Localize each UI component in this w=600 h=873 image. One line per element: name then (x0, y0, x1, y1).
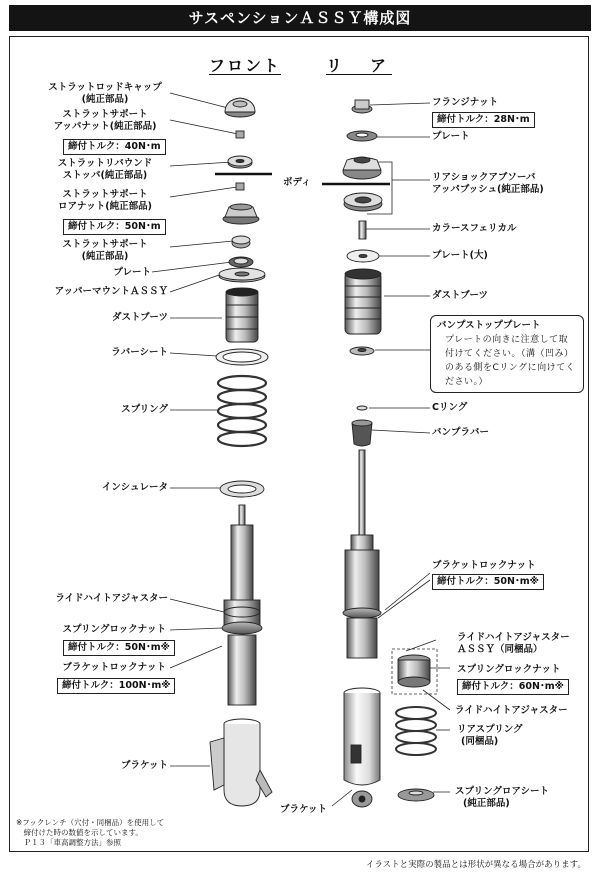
label-ride-height-adjuster-front: ライドハイトアジャスター (55, 593, 168, 604)
label-rubber-sheet: ラバーシート (111, 347, 168, 358)
rear-heading: リ ア (326, 56, 393, 75)
bump-stop-plate-note (430, 315, 584, 393)
label-upper-mount: アッパーマウントＡＳＳＹ (54, 286, 168, 297)
label-bracket-front: ブラケット (120, 760, 168, 771)
label-plate-front: プレート (113, 267, 151, 278)
bump-stop-plate-body: プレートの向きに注意して取付けてください。（溝（凹み）のある側をCリングに向けてください。） (445, 335, 576, 387)
label-insulator: インシュレータ (101, 482, 168, 493)
label-c-ring: Cリング (432, 402, 468, 413)
bump-stop-plate-title: バンプストッププレート (437, 320, 541, 331)
label-rear-spring: リアスプリング (同梱品) (457, 724, 523, 747)
footnote: ※フックレンチ（穴付・同梱品）を使用して 締付けた時の数値を示しています。 Ｐ１３「車高調整方法」参照 (16, 818, 165, 847)
label-ride-height-adjuster-rear: ライドハイトアジャスター (455, 705, 568, 716)
torque-front-bracket-lock: 締付トルク：100N･m※ (57, 678, 175, 694)
label-dust-boot-rear: ダストブーツ (432, 290, 489, 301)
label-dust-boot-front: ダストブーツ (111, 312, 168, 323)
page-title: サスペンションＡＳＳＹ構成図 (9, 5, 591, 31)
label-bracket-lock-nut-rear: ブラケットロックナット (432, 560, 536, 571)
torque-front-lower-nut: 締付トルク：50N･m (63, 219, 166, 235)
torque-front-spring-lock: 締付トルク：50N･m※ (63, 640, 175, 656)
disclaimer: イラストと実際の製品とは形状が異なる場合があります。 (365, 860, 586, 870)
label-flange-nut: フランジナット (432, 97, 499, 108)
label-collar-spherical: カラースフェリカル (432, 223, 517, 234)
label-plate-large: プレート(大) (432, 250, 488, 261)
front-parts (210, 98, 272, 806)
label-spring-lock-nut-front: スプリングロックナット (62, 624, 166, 635)
label-spring-lock-nut-rear: スプリングロックナット (457, 664, 561, 675)
torque-rear-bracket-lock: 締付トルク：50N･m※ (432, 574, 544, 590)
label-bracket-lock-nut-front: ブラケットロックナット (62, 662, 166, 673)
label-lower-nut: ストラットサポート ロアナット(純正部品) (58, 189, 152, 212)
label-bracket-rear: ブラケット (280, 804, 328, 815)
label-strut-support: ストラットサポート (純正部品) (62, 239, 148, 262)
label-strut-rod-cap: ストラットロッドキャップ (純正部品) (48, 82, 162, 105)
torque-rear-flange-nut: 締付トルク：28N･m (432, 112, 535, 128)
label-rha-assy: ライドハイトアジャスター ＡＳＳＹ（同梱品） (457, 632, 570, 655)
label-spring: スプリング (121, 404, 168, 415)
torque-front-upper-nut: 締付トルク：40N･m (63, 139, 166, 155)
torque-rear-spring-lock: 締付トルク：60N･m※ (457, 679, 569, 695)
label-spring-lower-seat: スプリングロアシート (純正部品) (455, 786, 550, 809)
label-bump-rubber: バンプラバー (432, 427, 490, 438)
label-upper-bush: リアショックアブソーバ アッパブッシュ(純正部品) (432, 172, 544, 195)
rear-parts (343, 100, 436, 807)
label-body: ボディ (283, 177, 311, 188)
label-upper-nut: ストラットサポート アッパナット(純正部品) (53, 109, 157, 132)
label-plate-rear: プレート (432, 131, 470, 142)
label-rebound-stopper: ストラットリバウンド ストッパ(純正部品) (57, 158, 153, 181)
front-heading: フロント (209, 56, 282, 75)
